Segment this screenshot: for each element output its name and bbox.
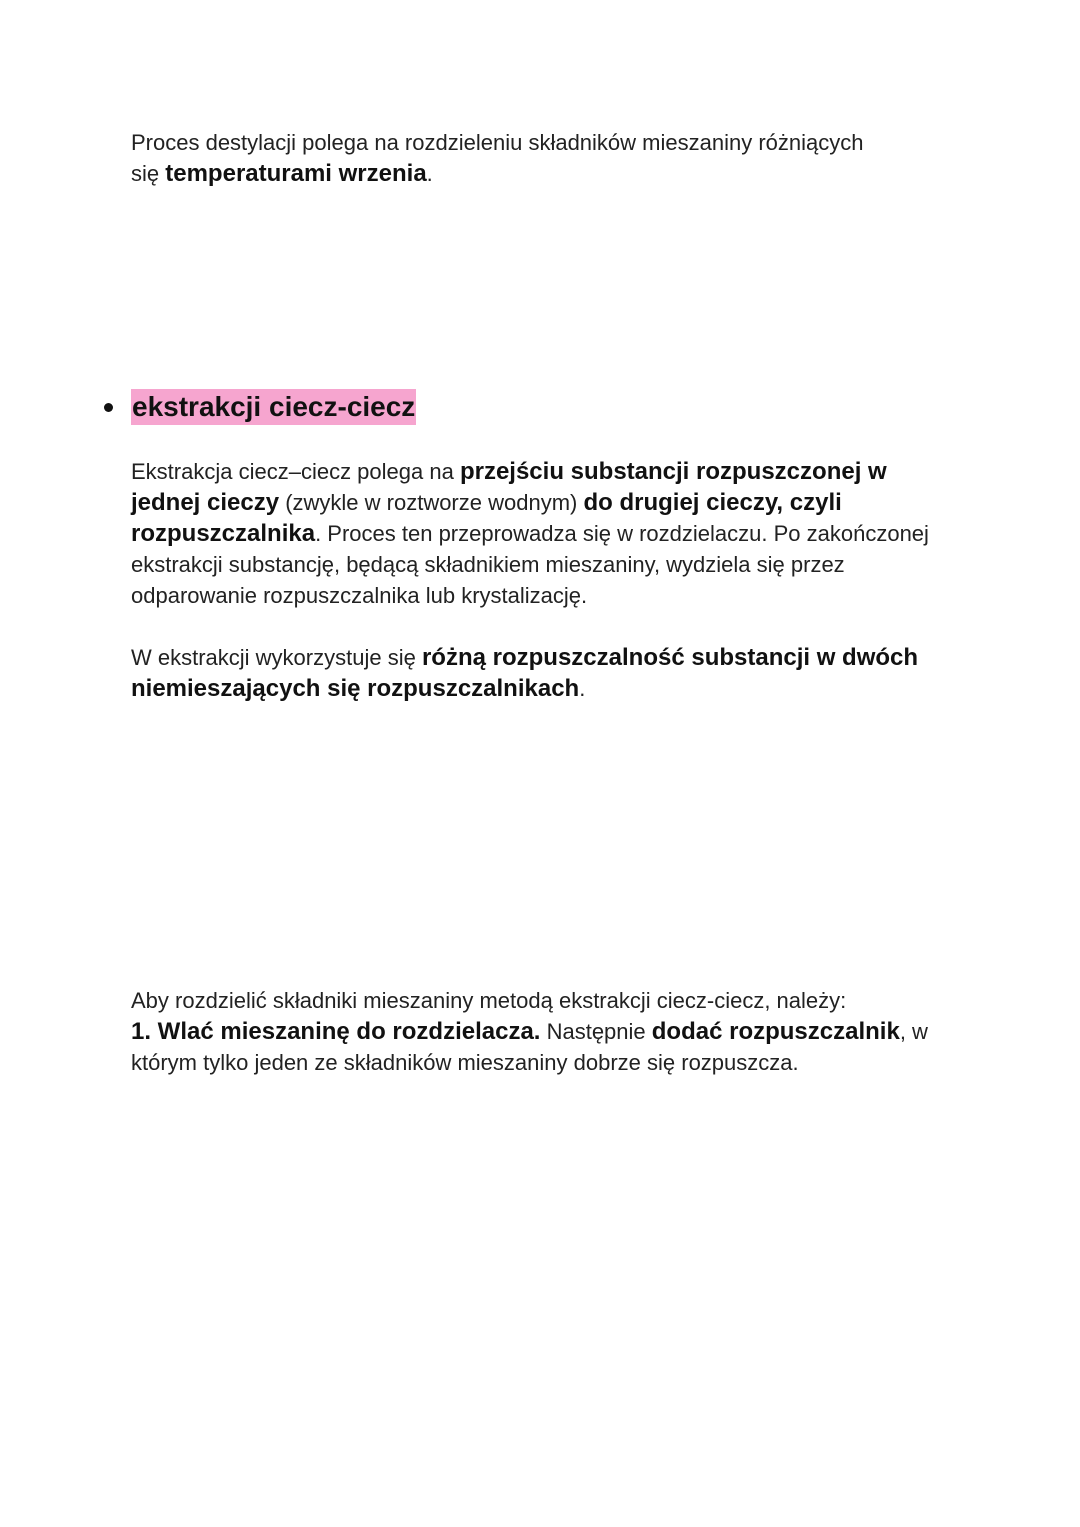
text-span: (zwykle w roztworze wodnym) (279, 490, 584, 515)
text-span: . (426, 161, 433, 186)
paragraph-extraction-steps (131, 985, 961, 1078)
text-span: Aby rozdzielić składniki mieszaniny metodą ekstrakcji ciecz-ciecz, należy: (131, 988, 847, 1013)
section-heading-row (104, 388, 416, 426)
section-heading: ekstrakcji ciecz-ciecz (131, 389, 416, 425)
text-span: Proces destylacji polega na rozdzieleniu składników mieszaniny różniących (131, 130, 864, 155)
text-span: W ekstrakcji wykorzystuje się (131, 645, 422, 670)
bold-text: dodać rozpuszczalnik (651, 1018, 900, 1045)
bold-text: różną rozpuszczalność substancji w dwóch niemieszających się rozpuszczalnikach (131, 644, 919, 702)
text-span: Następnie (540, 1019, 652, 1044)
paragraph-extraction-definition (131, 456, 961, 611)
paragraph-distillation (131, 127, 961, 189)
bold-text: do drugiej cieczy, czyli rozpuszczalnika (131, 489, 842, 547)
bold-text: przejściu substancji rozpuszczonej w jednej cieczy (131, 458, 887, 516)
bullet-icon (104, 403, 113, 412)
bold-text: 1. Wlać mieszaninę do rozdzielacza. (131, 1018, 541, 1045)
paragraph-extraction-principle (131, 642, 961, 704)
bold-text: temperaturami wrzenia (165, 160, 427, 187)
text-span: . (579, 676, 586, 701)
text-span: się (131, 161, 166, 186)
text-span: Ekstrakcja ciecz–ciecz polega na (131, 459, 460, 484)
text-span: . Proces ten przeprowadza się w rozdzielaczu. Po zakończonej ekstrakcji substancję, będącą składnikiem mieszaniny, wydziela się przez odparowanie rozpuszczalnika lub krystalizację. (131, 521, 929, 608)
text-span: , w którym tylko jeden ze składników mieszaniny dobrze się rozpuszcza. (131, 1019, 928, 1075)
